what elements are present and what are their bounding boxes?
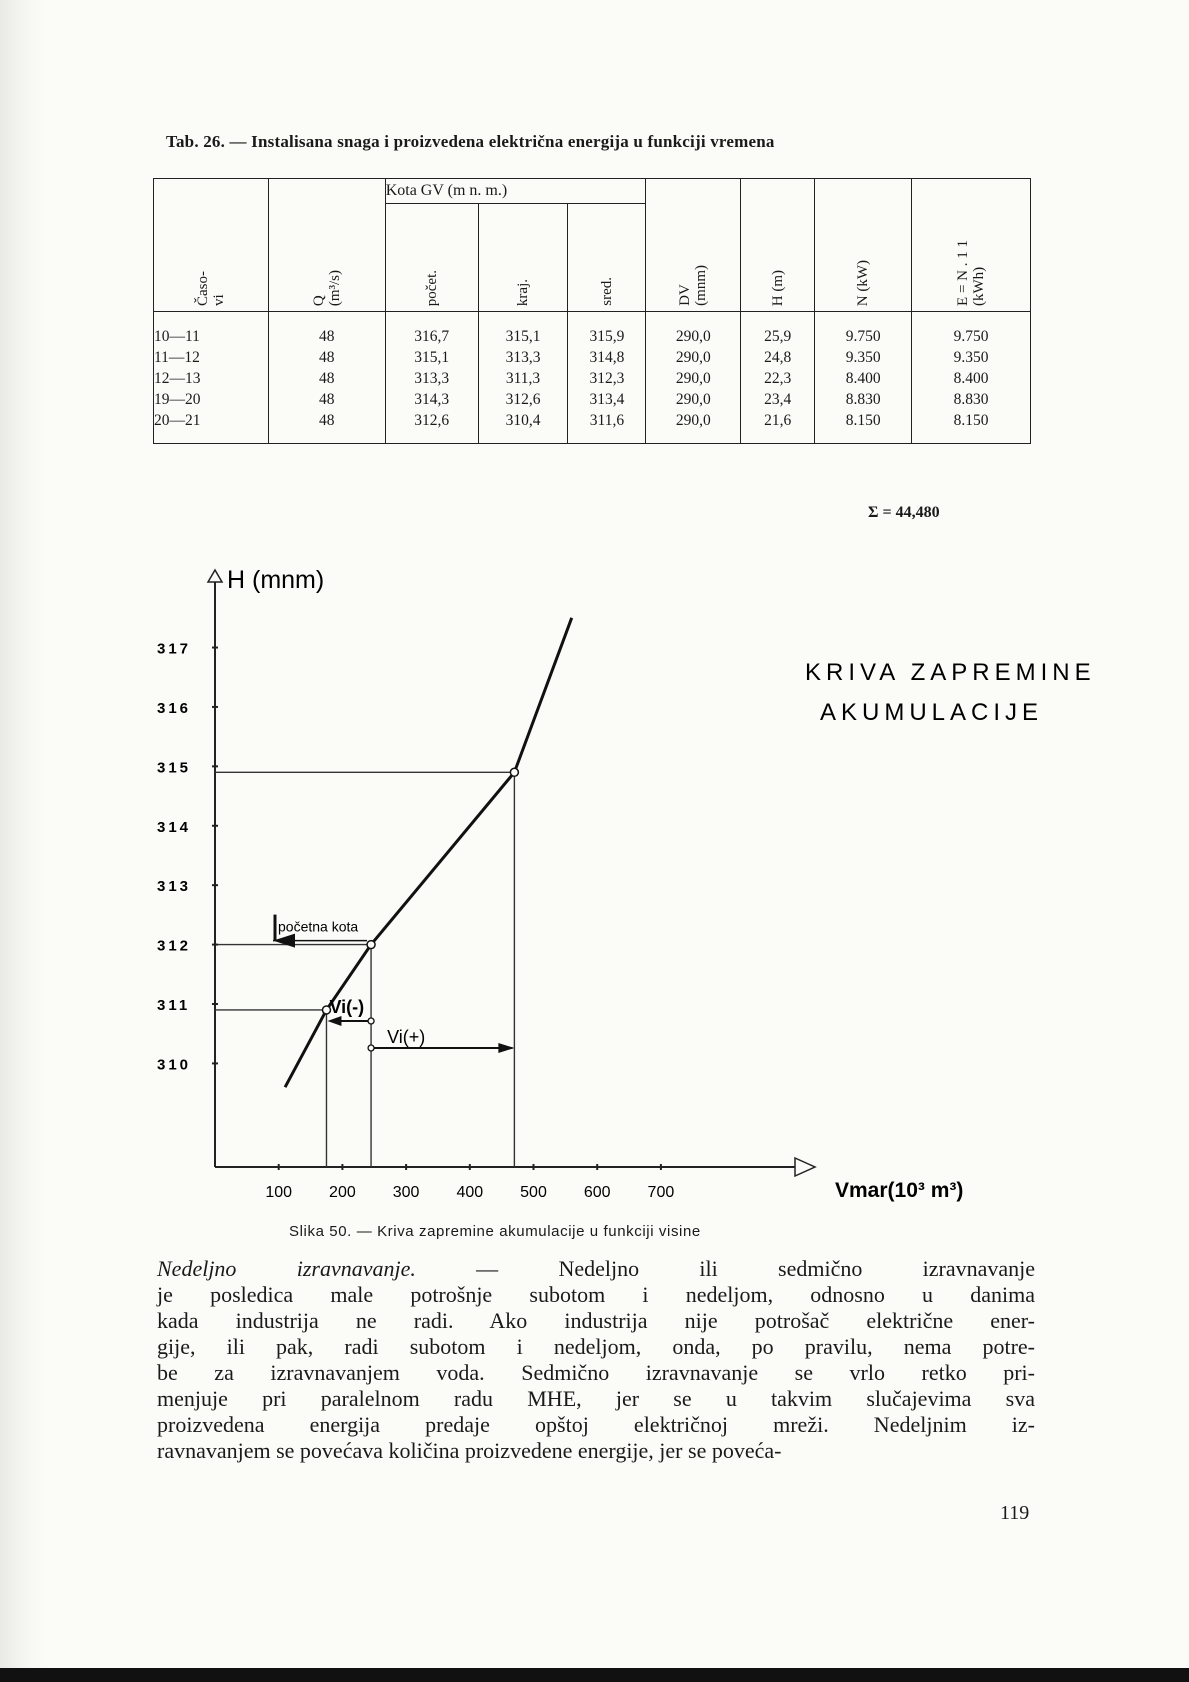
curve-line bbox=[285, 618, 572, 1087]
volume-curve-chart bbox=[140, 560, 1096, 1220]
table-cell: 314,3 bbox=[414, 391, 450, 408]
data-table bbox=[153, 178, 1031, 444]
paragraph-line: Nedeljno izravnavanje. — Nedeljno ili sedmično izravnavanje bbox=[157, 1256, 1036, 1281]
col-header-n: N (kW) bbox=[815, 179, 912, 312]
curve-point bbox=[510, 768, 518, 776]
page-number: 119 bbox=[1000, 1502, 1030, 1524]
table-cell: 312,3 bbox=[589, 370, 625, 387]
col-header-dv: DV (mnm) bbox=[646, 179, 741, 312]
guide-lines bbox=[215, 772, 514, 1167]
table-cell: 313,3 bbox=[505, 349, 541, 366]
col-header-h: H (m) bbox=[741, 179, 815, 312]
chart-title-line1: KRIVA ZAPREMINE bbox=[805, 659, 1096, 686]
paragraph-line: proizvedena energija predaje opštoj električnoj mreži. Nedeljnim iz- bbox=[157, 1412, 1035, 1437]
table-cell: 290,0 bbox=[675, 391, 711, 408]
x-tick-label: 600 bbox=[583, 1184, 611, 1201]
scan-bottom-bar bbox=[0, 1668, 1189, 1682]
table-sum: Σ = 44,480 bbox=[868, 504, 940, 521]
chart-title-line2: AKUMULACIJE bbox=[820, 699, 1044, 726]
table-cell: 10—11 bbox=[154, 328, 200, 345]
table-cell: 290,0 bbox=[675, 370, 711, 387]
x-tick-label: 400 bbox=[456, 1184, 484, 1201]
table-cell: 290,0 bbox=[675, 328, 711, 345]
table-cell: 8.150 bbox=[953, 412, 989, 429]
table-cell: 290,0 bbox=[675, 349, 711, 366]
table-cell: 48 bbox=[319, 370, 335, 387]
vplus-arrow bbox=[498, 1043, 514, 1053]
y-tick-label: 315 bbox=[157, 759, 192, 777]
table-cell: 312,6 bbox=[414, 412, 450, 429]
paragraph-line: be za izravnavanjem voda. Sedmično izravnavanje se vrlo retko pri- bbox=[157, 1360, 1035, 1385]
y-tick-label: 313 bbox=[157, 878, 192, 896]
y-tick-label: 310 bbox=[157, 1056, 192, 1074]
scan-edge bbox=[0, 0, 48, 1682]
start-label: početna kota bbox=[278, 918, 359, 935]
col-header-sred: sred. bbox=[568, 204, 646, 312]
col-sred bbox=[568, 312, 646, 444]
table-cell: 313,4 bbox=[589, 391, 625, 408]
x-tick-label: 700 bbox=[647, 1184, 675, 1201]
table-cell: 8.400 bbox=[845, 370, 881, 387]
paragraph-line: je posledica male potrošnje subotom i nedeljom, odnosno u danima bbox=[157, 1282, 1035, 1307]
table-cell: 9.750 bbox=[845, 328, 881, 345]
paragraph-line: kada industrija ne radi. Ako industrija nije potrošač električne ener- bbox=[157, 1308, 1035, 1333]
vplus-point bbox=[368, 1045, 374, 1051]
table-cell: 9.350 bbox=[845, 349, 881, 366]
col-dv bbox=[646, 312, 741, 444]
tick-labels bbox=[157, 566, 1096, 1202]
col-header-kraj: kraj. bbox=[478, 204, 568, 312]
table-cell: 316,7 bbox=[414, 328, 450, 345]
col-casovi bbox=[154, 312, 269, 444]
x-tick-label: 500 bbox=[520, 1184, 547, 1201]
guide-line bbox=[215, 772, 514, 1167]
body-paragraph bbox=[157, 1256, 1035, 1464]
table-cell: 48 bbox=[319, 328, 335, 345]
table-cell: 313,3 bbox=[414, 370, 450, 387]
table-cell: 290,0 bbox=[675, 412, 711, 429]
x-axis-arrow bbox=[795, 1158, 815, 1176]
table-cell: 8.830 bbox=[845, 391, 881, 408]
col-kraj bbox=[478, 312, 568, 444]
table-cell: 48 bbox=[319, 391, 335, 408]
curve-series bbox=[285, 618, 572, 1087]
y-tick-label: 314 bbox=[157, 818, 192, 836]
table-cell: 24,8 bbox=[764, 349, 792, 366]
col-header-q: Q (m³/s) bbox=[268, 179, 385, 312]
table-cell: 311,3 bbox=[505, 370, 541, 387]
table-cell: 9.350 bbox=[953, 349, 989, 366]
vplus-label: Vi(+) bbox=[387, 1027, 426, 1047]
col-pocet bbox=[385, 312, 478, 444]
table-cell: 8.400 bbox=[953, 370, 989, 387]
table-cell: 25,9 bbox=[764, 328, 792, 345]
col-header-e: E = N . 1 1 (kWh) bbox=[912, 179, 1031, 312]
paragraph-line: ravnavanjem se povećava količina proizvedene energije, jer se poveća- bbox=[157, 1438, 782, 1463]
table-cell: 315,9 bbox=[589, 328, 625, 345]
table-cell: 11—12 bbox=[154, 349, 200, 366]
table-cell: 8.830 bbox=[953, 391, 989, 408]
table-cell: 314,8 bbox=[589, 349, 625, 366]
guide-line bbox=[215, 1010, 326, 1167]
col-q bbox=[268, 312, 385, 444]
table-caption: Tab. 26. — Instalisana snaga i proizvedena električna energija u funkciji vremena bbox=[166, 132, 775, 151]
y-axis-label: H (mnm) bbox=[227, 566, 325, 594]
table-cell: 19—20 bbox=[154, 391, 201, 408]
paragraph-line: gije, ili pak, radi subotom i nedeljom, onda, po pravilu, nema potre- bbox=[157, 1334, 1035, 1359]
table-cell: 315,1 bbox=[505, 328, 541, 345]
vminus-arrow bbox=[327, 1016, 341, 1026]
table-cell: 22,3 bbox=[764, 370, 792, 387]
table-cell: 310,4 bbox=[505, 412, 541, 429]
curve-point bbox=[367, 941, 375, 949]
annotations bbox=[273, 915, 514, 1053]
y-tick-label: 317 bbox=[157, 640, 192, 658]
col-header-kota-gv: Kota GV (m n. m.) bbox=[385, 179, 646, 204]
y-tick-label: 311 bbox=[157, 997, 191, 1014]
vminus-label: Vi(-) bbox=[329, 997, 365, 1017]
table-cell: 48 bbox=[319, 349, 335, 366]
y-axis-arrow bbox=[208, 570, 222, 582]
figure-caption: Slika 50. — Kriva zapremine akumulacije u funkciji visine bbox=[289, 1223, 701, 1240]
table-cell: 12—13 bbox=[154, 370, 201, 387]
paragraph-line: menjuje pri paralelnom radu MHE, jer se u takvim slučajevima sva bbox=[157, 1386, 1035, 1411]
y-tick-label: 312 bbox=[157, 937, 192, 955]
table-cell: 9.750 bbox=[953, 328, 989, 345]
table-cell: 315,1 bbox=[414, 349, 450, 366]
table-cell: 312,6 bbox=[505, 391, 541, 408]
chart-axes bbox=[208, 570, 815, 1176]
col-n bbox=[815, 312, 912, 444]
col-header-pocet: počet. bbox=[385, 204, 478, 312]
table-cell: 21,6 bbox=[764, 412, 792, 429]
x-tick-label: 300 bbox=[392, 1184, 420, 1201]
vminus-point bbox=[368, 1018, 374, 1024]
table-cell: 20—21 bbox=[154, 412, 201, 429]
x-axis-label: Vmar(10³ m³) bbox=[835, 1179, 964, 1202]
table-cell: 23,4 bbox=[764, 391, 792, 408]
col-h bbox=[741, 312, 815, 444]
table-body-row bbox=[154, 312, 1031, 444]
table-cell: 8.150 bbox=[845, 412, 881, 429]
x-tick-label: 100 bbox=[265, 1184, 293, 1201]
y-tick-label: 316 bbox=[157, 699, 192, 717]
col-header-casovi: Časo- vi bbox=[154, 179, 269, 312]
table-cell: 311,6 bbox=[589, 412, 625, 429]
col-e bbox=[912, 312, 1031, 444]
paragraph-lead: Nedeljno izravnavanje. bbox=[157, 1256, 416, 1281]
table-cell: 48 bbox=[319, 412, 335, 429]
x-tick-label: 200 bbox=[329, 1184, 356, 1201]
